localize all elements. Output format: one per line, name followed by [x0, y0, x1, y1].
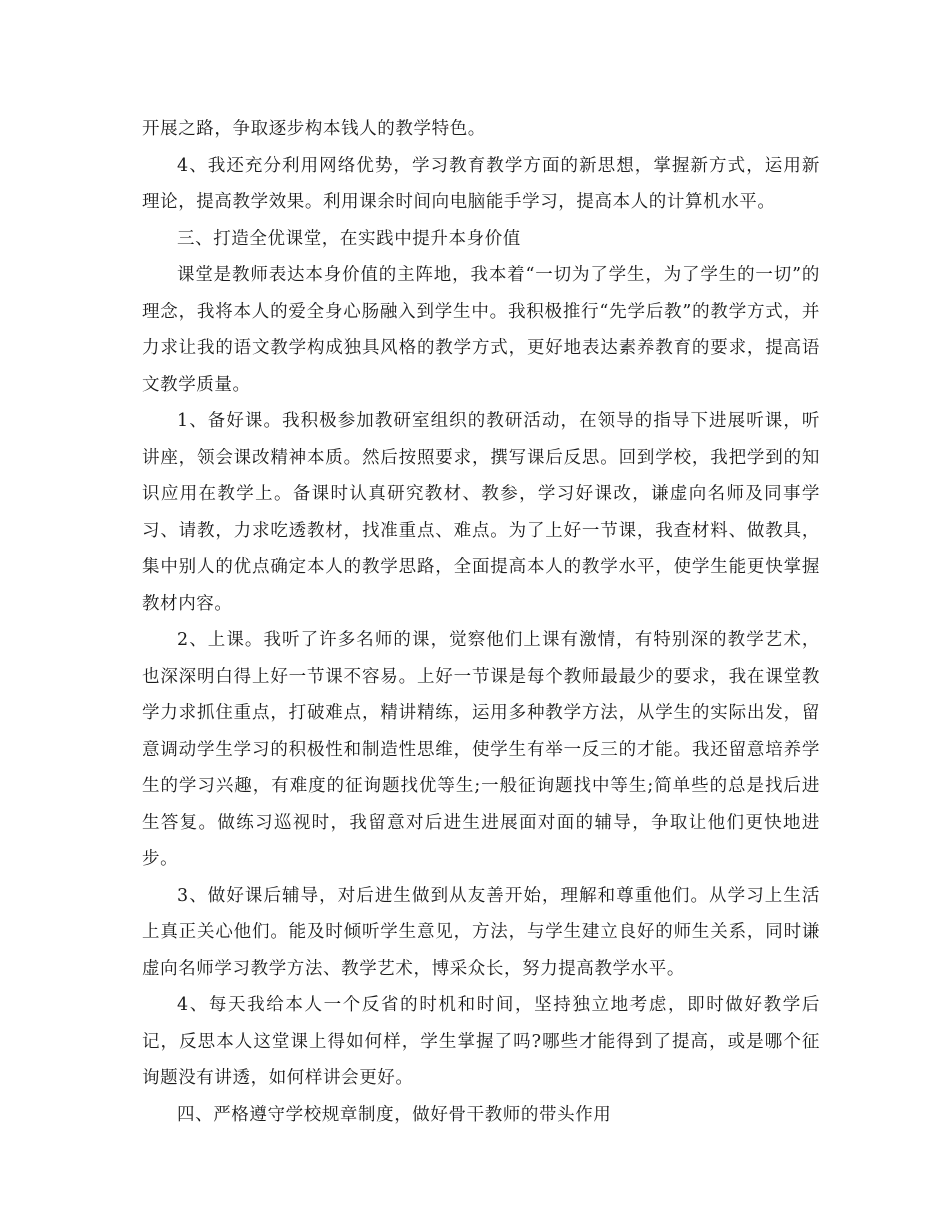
document-body	[142, 111, 820, 1133]
paragraph-network-learning: 4、我还充分利用网络优势，学习教育教学方面的新思想，掌握新方式，运用新理论，提高教学效果。利用课余时间向电脑能手学习，提高本人的计算机水平。	[142, 155, 820, 212]
section-heading-four: 四、严格遵守学校规章制度，做好骨干教师的带头作用	[177, 1104, 612, 1125]
paragraph-continuation: 开展之路，争取逐步构本钱人的教学特色。	[142, 119, 486, 139]
paragraph-teaching-class: 2、上课。我听了许多名师的课，觉察他们上课有激情，有特别深的教学艺术，也深深明白得上好一节课不容易。上好一节课是每个教师最最少的要求，我在课堂教学力求抓住重点，打破难点，精讲精练，运用多种教学方法，从学生的实际出发，留意调动学生学习的积极性和制造性思维，使学生有举一反三的才能。我还留意培养学生的学习兴趣，有难度的征询题找优等生;一般征询题找中等生;简单些的总是找后进生答复。做练习巡视时，我留意对后进生进展面对面的辅导，争取让他们更快地进步。	[142, 630, 820, 869]
section-heading-three: 三、打造全优课堂，在实践中提升本身价值	[177, 228, 521, 249]
paragraph-classroom-value: 课堂是教师表达本身价值的主阵地，我本着“一切为了学生，为了学生的一切”的理念，我将本人的爱全身心肠融入到学生中。我积极推行“先学后教”的教学方式，并力求让我的语文教学构成独具风格的教学方式，更好地表达素养教育的要求，提高语文教学质量。	[142, 265, 820, 395]
paragraph-after-class-tutoring: 3、做好课后辅导，对后进生做到从友善开始，理解和尊重他们。从学习上生活上真正关心他们。能及时倾听学生意见，方法，与学生建立良好的师生关系，同时谦虚向名师学习教学方法、教学艺术，博采众长，努力提高教学水平。	[142, 885, 820, 979]
paragraph-daily-reflection: 4、每天我给本人一个反省的时机和时间，坚持独立地考虑，即时做好教学后记，反思本人这堂课上得如何样，学生掌握了吗?哪些才能得到了提高，或是哪个征询题没有讲透，如何样讲会更好。	[142, 995, 820, 1088]
paragraph-lesson-preparation: 1、备好课。我积极参加教研室组织的教研活动，在领导的指导下进展听课，听讲座，领会课改精神本质。然后按照要求，撰写课后反思。回到学校，我把学到的知识应用在教学上。备课时认真研究教材、教参，学习好课改，谦虚向名师及同事学习、请教，力求吃透教材，找准重点、难点。为了上好一节课，我查材料、做教具，集中别人的优点确定本人的教学思路，全面提高本人的教学水平，使学生能更快掌握教材内容。	[142, 411, 820, 614]
